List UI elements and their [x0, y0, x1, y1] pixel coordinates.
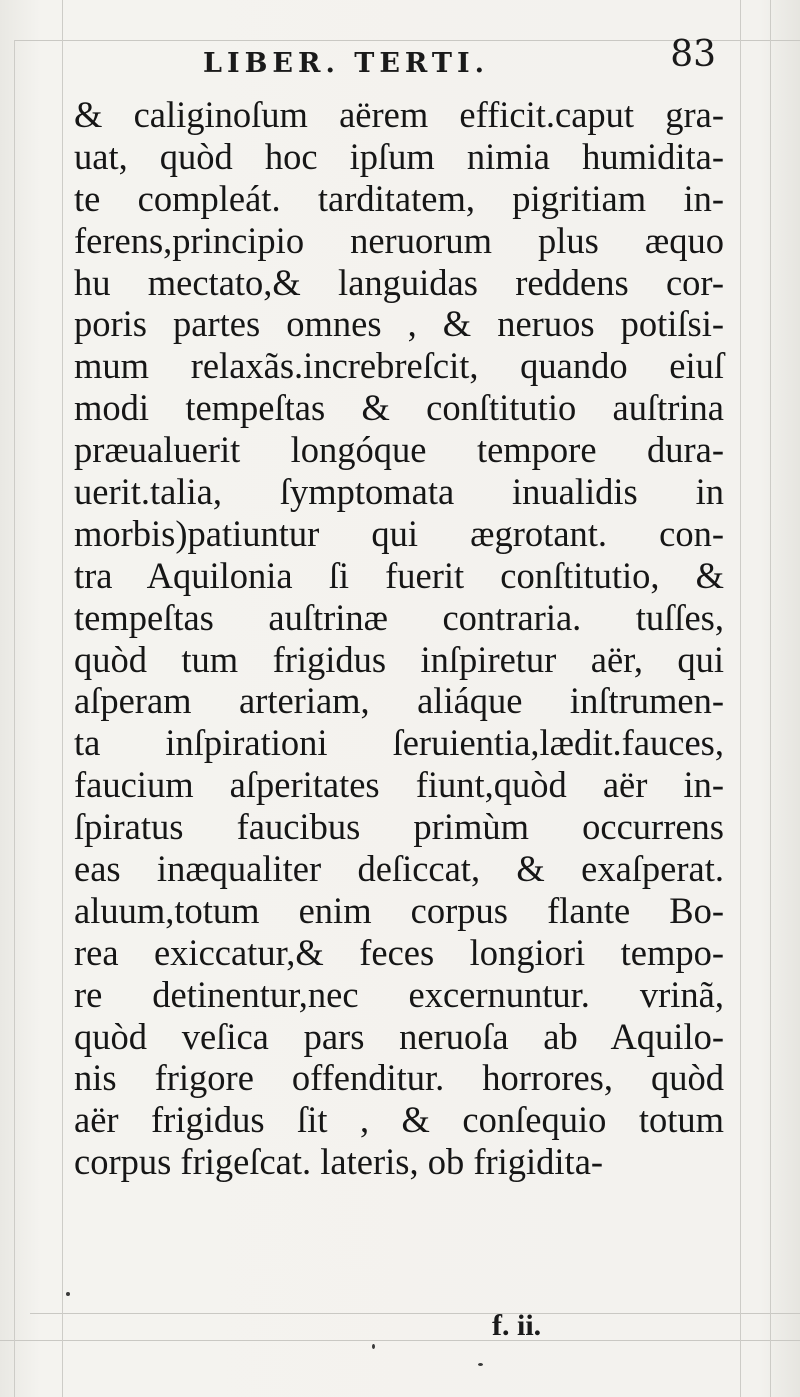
text-line: tempeſtas auſtrinæ contraria. tuſſes,	[74, 596, 724, 638]
bottom-frame-rule	[30, 1313, 800, 1314]
right-outer-rule	[770, 0, 771, 1397]
text-line: morbis)patiuntur qui ægrotant. con-	[74, 512, 724, 554]
right-frame-rule	[740, 0, 741, 1397]
text-line: ta inſpirationi ſeruientia,lædit.fauces,	[74, 722, 724, 764]
text-line: re detinentur,nec excernuntur. vrinã,	[74, 973, 724, 1015]
text-line: tra Aquilonia ſi fuerit conſtitutio, &	[74, 554, 724, 596]
left-frame-rule	[62, 0, 63, 1397]
text-line: faucium aſperitates fiunt,quòd aër in-	[74, 764, 724, 806]
text-line: uerit.talia, ſymptomata inualidis in	[74, 471, 724, 513]
text-line: quòd tum frigidus inſpiretur aër, qui	[74, 638, 724, 680]
text-line: aër frigidus ſit , & conſequio totum	[74, 1099, 724, 1141]
ink-speck	[478, 1363, 483, 1366]
body-text	[74, 94, 724, 1183]
text-line: rea exiccatur,& feces longiori tempo-	[74, 931, 724, 973]
text-line: uat, quòd hoc ipſum nimia humidita-	[74, 135, 724, 177]
signature-mark: f. ii.	[492, 1309, 542, 1342]
page-number: 83	[670, 34, 716, 75]
ink-speck	[372, 1344, 375, 1349]
text-line: eas inæqualiter deſiccat, & exaſperat.	[74, 848, 724, 890]
text-line: hu mectato,& languidas reddens cor-	[74, 261, 724, 303]
text-line: quòd veſica pars neruoſa ab Aquilo-	[74, 1015, 724, 1057]
left-outer-rule	[14, 40, 15, 1397]
text-line: corpus frigeſcat. lateris, ob frigidita-	[74, 1141, 604, 1183]
text-line: aluum,totum enim corpus flante Bo-	[74, 889, 724, 931]
text-line: aſperam arteriam, aliáque inſtrumen-	[74, 680, 724, 722]
text-line: mum relaxãs.increbreſcit, quando eiuſ	[74, 345, 724, 387]
text-line: te compleát. tarditatem, pigritiam in-	[74, 177, 724, 219]
text-line: modi tempeſtas & conſtitutio auſtrina	[74, 387, 724, 429]
bottom-margin-rule	[0, 1340, 800, 1341]
text-line: ferens,principio neruorum plus æquo	[74, 219, 724, 261]
page-header	[78, 34, 718, 92]
text-line: ſpiratus faucibus primùm occurrens	[74, 806, 724, 848]
text-line: poris partes omnes , & neruos potiſsi-	[74, 303, 724, 345]
ink-speck	[66, 1292, 70, 1296]
text-line: nis frigore offenditur. horrores, quòd	[74, 1057, 724, 1099]
running-head: LIBER. TERTI.	[203, 48, 490, 79]
text-line: & caliginoſum aërem efficit.caput gra-	[74, 94, 724, 135]
text-line: præualuerit longóque tempore dura-	[74, 429, 724, 471]
